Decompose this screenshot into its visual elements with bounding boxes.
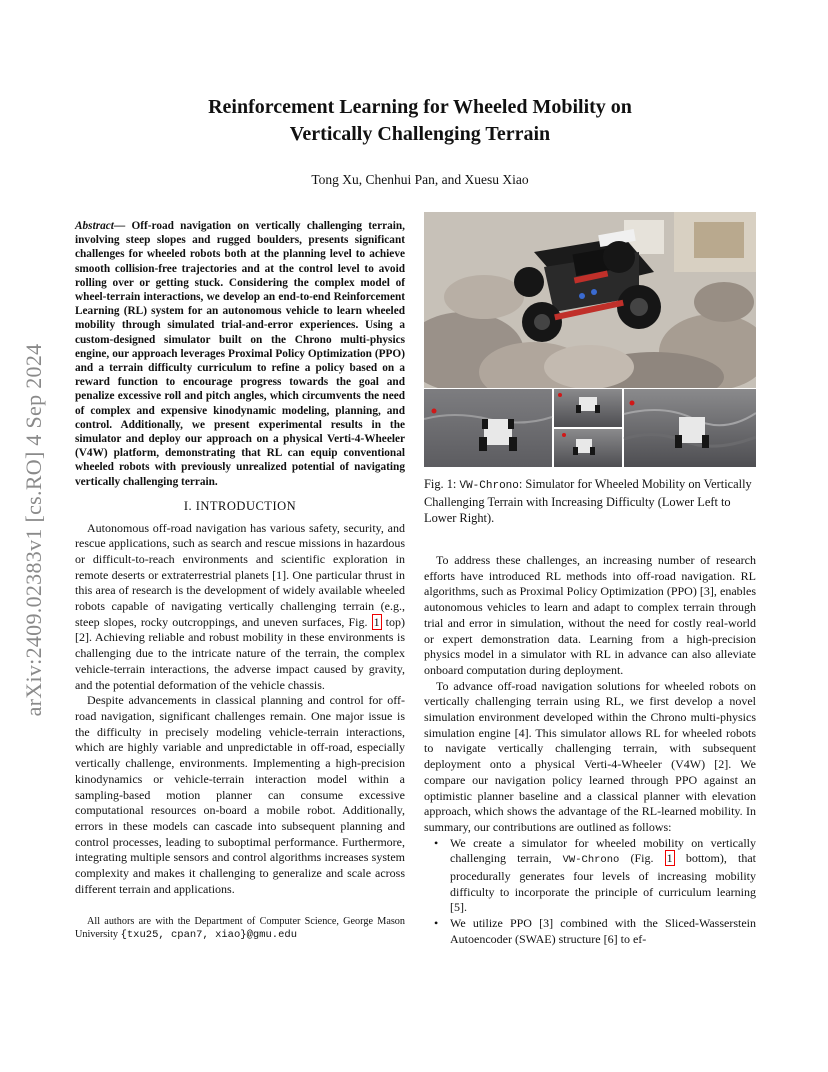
title-line-1: Reinforcement Learning for Wheeled Mobility on <box>208 96 632 118</box>
abstract <box>75 219 405 489</box>
figure-1-caption <box>424 476 756 527</box>
intro-p1-text-b: top) [2]. Achieving reliable and robust mobility in these environments is challenging due to the intricate nature of the terrain, the complex vehicle-terrain interactions, the adverse impact caused by gravity, and the potential deformation of the vehicle chassis. <box>75 614 405 692</box>
contribution-1-text-a: We create a simulator for wheeled mobility on vertically challenging terrain, <box>450 835 756 866</box>
abstract-lead: Abstract <box>75 220 114 232</box>
footnote-text: All authors are with the Department of Computer Science, George Mason University <box>75 916 405 941</box>
intro-paragraph-2: Despite advancements in classical planning and control for off-road navigation, significant challenges remain. One major issue is the difficulty in precisely modeling vehicle-terrain interactions, which are highly variable and unpredictable in off-road, especially vertically challenge, environments. Implementing a high-precision kinodynamics or vehicle-terrain interaction model within a sampling-based motion planner can consume excessive computational resources on-board a mobile robot. Additionally, errors in these models can cascade into subsequent planning and control processes, leading to suboptimal performance. Furthermore, integrating multiple sensors and control algorithms increases system complexity and makes it challenging to generalize and scale across different terrain and applications. <box>75 693 405 896</box>
abstract-text: — Off-road navigation on vertically challenging terrain, involving steep slopes and rugged boulders, presents significant challenges for wheeled robots both at the planning level to achieve smooth collision-free trajectories and at the control level to avoid rolling over or getting stuck. Considering the complex model of wheel-terrain interactions, we develop an end-to-end Reinforcement Learning (RL) system for an autonomous vehicle to learn wheeled mobility through simulated trial-and-error experiences. Using a custom-designed simulator built on the Chrono multi-physics engine, our approach leverages Proximal Policy Optimization (PPO) and a terrain difficulty curriculum to refine a policy based on a reward function to encourage progress towards the goal and penalize excessive roll and pitch angles, which circumvents the need of complex and expensive kinodynamic modeling, planning, and control. Additionally, we present experimental results in the simulator and deploy our approach on a physical Verti-4-Wheeler (V4W) platform, demonstrating that RL can equip conventional wheeled robots with previously unrealized potential of navigating vertically challenging terrain. <box>75 220 405 488</box>
paper-title <box>80 94 760 148</box>
figure-1-link-bullet[interactable]: 1 <box>666 851 673 866</box>
author-list: Tong Xu, Chenhui Pan, and Xuesu Xiao <box>311 172 529 187</box>
simulation-panels <box>424 389 756 467</box>
footnote-emails: {txu25, cpan7, xiao}@gmu.edu <box>120 929 297 942</box>
intro-p1-text-a: Autonomous off-road navigation has various safety, security, and rescue applications, such as search and rescue missions in hazardous or difficult-to-reach environments and scientific exploration in remote deserts or extraterrestrial planets [1]. One particular thrust in this area of research is the development of widely available wheeled robots capable of navigating vertically challenging terrain (e.g., steep slopes, rocky outcroppings, and uneven surfaces, Fig. <box>75 520 405 629</box>
contribution-1-simulator-name: VW-Chrono <box>562 854 620 867</box>
title-line-2: Vertically Challenging Terrain <box>289 123 551 145</box>
contributions-list <box>424 836 756 948</box>
contribution-1-text-b: (Fig. <box>619 851 665 866</box>
figure-1 <box>424 212 756 527</box>
simulation-terrain-strip <box>424 389 756 467</box>
right-paragraph-1: To address these challenges, an increasing number of research efforts have introduced RL methods into off-road navigation. RL algorithms, such as Proximal Policy Optimization (PPO) [3], enables autonomous vehicles to learn and adapt to complex terrain through trial and error in simulation, without the need for costly real-world or expert demonstration data. Learning from a high-precision physics model in a simulator with RL in advance can also alleviate onboard computation during deployment. <box>424 553 756 677</box>
caption-text: : Simulator for Wheeled Mobility on Vertically Challenging Terrain with Increasing Difficulty (Lower Left to Lower Right). <box>424 477 752 526</box>
author-affiliation-footnote <box>75 915 405 942</box>
section-heading-introduction: I. INTRODUCTION <box>183 498 297 513</box>
caption-label: Fig. 1: <box>424 477 460 491</box>
contribution-1-text-c: bottom), that procedurally generates four levels of increasing mobility difficulty to incorporate the principle of curriculum learning [5]. <box>450 851 756 915</box>
figure-1-link[interactable]: 1 <box>373 614 380 629</box>
right-column <box>424 553 756 948</box>
right-paragraph-2: To advance off-road navigation solutions for wheeled robots on vertically challenging terrain using RL, we first develop a novel simulation environment developed within the Chrono multi-physics simulation engine [4]. This simulator allows RL for wheeled robots to navigate vertically challenging terrain, with subsequent deployment onto a physical Verti-4-Wheeler (V4W) [2]. We compare our navigation policy learned through PPO against an optimistic planner baseline and a classical planner with elevation approach, which shows the advantage of the RL-learned mobility. In summary, our contributions are outlined as follows: <box>424 678 756 834</box>
contribution-item-2: • We utilize PPO [3] combined with the Sliced-Wasserstein Autoencoder (SWAE) structure [6] to ef- <box>450 916 756 947</box>
caption-simulator-name: VW-Chrono <box>459 480 519 492</box>
arxiv-identifier-stamp <box>19 290 49 770</box>
left-column <box>75 219 405 942</box>
arxiv-identifier-text: arXiv:2409.02383v1 [cs.RO] 4 Sep 2024 <box>21 343 46 717</box>
robot-photo-illustration <box>424 212 756 388</box>
intro-paragraph-1 <box>75 521 405 694</box>
contribution-item-1 <box>450 836 756 917</box>
robot-on-rocks-photo <box>424 212 756 388</box>
